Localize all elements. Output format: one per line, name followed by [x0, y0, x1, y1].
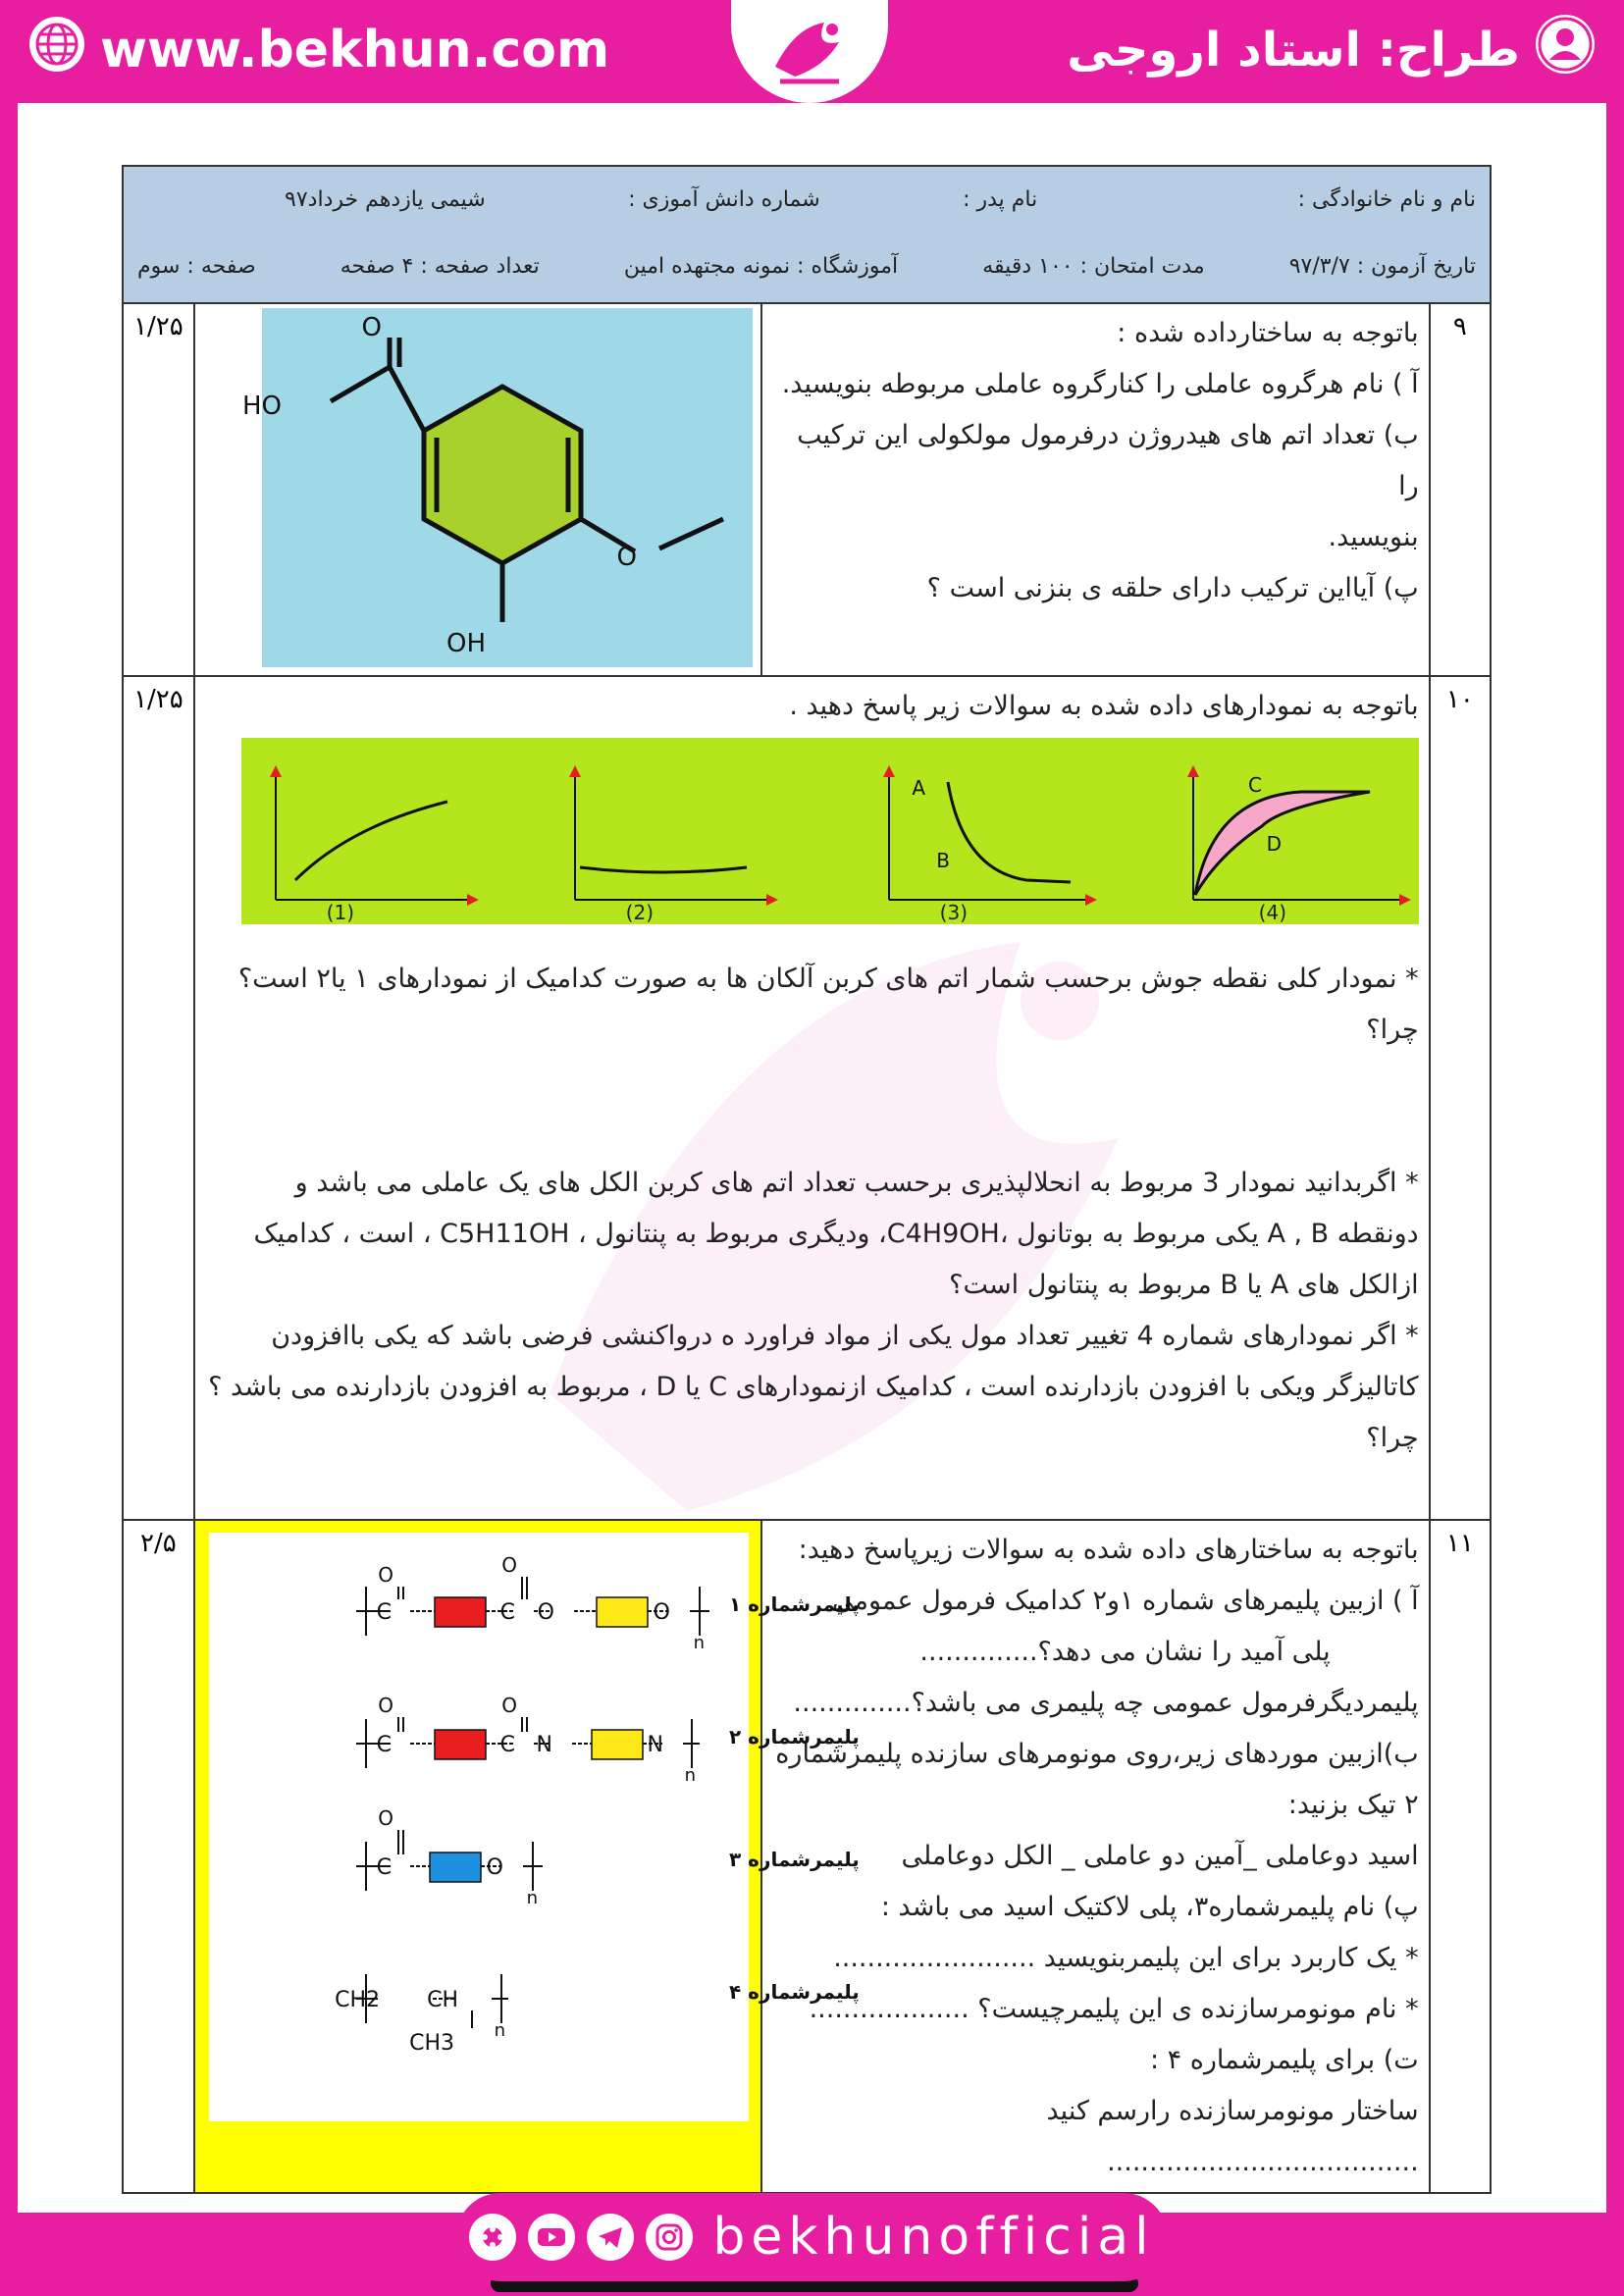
- oh-label: OH: [445, 629, 486, 658]
- exam-table: [122, 165, 1492, 2194]
- atom-o: O: [486, 1855, 503, 1880]
- question-score: ۲/۵: [123, 1520, 194, 2193]
- exam-duration: مدت امتحان : ۱۰۰ دقیقه: [982, 253, 1205, 279]
- r-group-red: [435, 1597, 486, 1627]
- atom-n: N: [536, 1733, 552, 1757]
- q11-line: پ) نام پلیمرشماره۳، پلی لاکتیک اسید می باشد :: [880, 1892, 1419, 1922]
- graph-label: (2): [625, 901, 654, 924]
- molecule-figure: [194, 303, 761, 676]
- question-9-text: [761, 303, 1430, 676]
- q11-line: ت) برای پلیمرشماره ۴ :: [1149, 2045, 1419, 2075]
- q9-line: باتوجه به ساختارداده شده :: [1117, 318, 1419, 348]
- question-10-text: [194, 676, 1430, 1520]
- atom-ch3: CH3: [408, 2031, 454, 2056]
- social-footer[interactable]: [456, 2193, 1168, 2281]
- question-11-text: [761, 1520, 1430, 2193]
- r-group-yellow: [597, 1597, 648, 1627]
- ho-label: HO: [241, 391, 282, 421]
- q10-line: * اگربدانید نمودار 3 مربوط به انحلالپذیری برحسب تعداد اتم های کربن الکل های یک عاملی می باشد و: [294, 1168, 1419, 1198]
- graphs-panel: [241, 738, 1419, 924]
- q10-line: کاتالیزگر ویکی با افزودن بازدارنده است ، کدامیک ازنمودارهای C یا D ، مربوط به افزودن بازدارنده می باشد ؟: [208, 1372, 1419, 1402]
- question-number: ۱۰: [1430, 676, 1491, 1520]
- instagram-icon[interactable]: [646, 2214, 693, 2261]
- q11-line: پلی آمید را نشان می دهد؟..............: [919, 1637, 1331, 1667]
- social-handle: bekhunofficial: [712, 2208, 1155, 2267]
- curve-label-b: B: [935, 849, 950, 872]
- question-number: ۹: [1430, 303, 1491, 676]
- repeat-n: n: [684, 1765, 696, 1786]
- repeat-n: n: [693, 1633, 705, 1653]
- q9-line: ب) تعداد اتم های هیدروژن درفرمول مولکولی این ترکیب را: [797, 420, 1419, 501]
- student-number-field: شماره دانش آموزی :: [628, 186, 820, 212]
- polymer-label: پلیمرشماره ۳: [728, 1848, 860, 1871]
- curve-label-c: C: [1247, 773, 1262, 797]
- q11-line: پلیمردیگرفرمول عمومی چه پلیمری می باشد؟..............: [793, 1688, 1419, 1718]
- polymers-figure: [194, 1520, 860, 2193]
- r-group-red: [435, 1730, 486, 1759]
- school-name: آموزشگاه : نمونه مجتهده امین: [623, 253, 899, 279]
- q11-line: اسید دوعاملی _آمین دو عاملی _ الکل دوعاملی: [901, 1841, 1419, 1871]
- q10-line: * اگر نمودارهای شماره 4 تغییر تعداد مول یکی از مواد فراورد ه درواکنشی فرضی باشد که یکی باافزودن: [271, 1321, 1419, 1351]
- globe-icon: [27, 15, 86, 86]
- q11-line: ب)ازبین موردهای زیر،روی مونومرهای سازنده پلیمرشماره: [775, 1739, 1419, 1769]
- molecule-structure: [241, 308, 753, 667]
- father-field: نام پدر :: [963, 186, 1038, 212]
- atom-o: O: [537, 1600, 554, 1625]
- atom-o: O: [500, 1694, 517, 1717]
- polymer-label: پلیمرشماره ۱: [728, 1592, 860, 1616]
- atom-o: O: [500, 1553, 517, 1577]
- q11-line: ساختار مونومرسازنده رارسم کنید .....................................: [1046, 2096, 1419, 2177]
- user-icon: [1534, 13, 1597, 87]
- page-number: صفحه : سوم: [137, 253, 256, 279]
- repeat-n: n: [526, 1888, 538, 1908]
- q11-line: باتوجه به ساختارهای داده شده به سوالات زیرپاسخ دهید:: [798, 1535, 1419, 1565]
- q10-intro: باتوجه به نمودارهای داده شده به سوالات زیر پاسخ دهید .: [789, 691, 1419, 721]
- telegram-icon[interactable]: [587, 2214, 634, 2261]
- atom-c: C: [376, 1855, 392, 1880]
- atom-c: C: [499, 1733, 515, 1757]
- designer-text: طراح: استاد اروجی: [1067, 23, 1520, 78]
- curve-label-a: A: [911, 776, 925, 800]
- q11-line: * یک کاربرد برای این پلیمربنویسید ........................: [833, 1943, 1419, 1973]
- q10-line: چرا؟: [1366, 1423, 1419, 1453]
- atom-o: O: [377, 1806, 393, 1830]
- r-group-blue: [430, 1852, 481, 1882]
- logo-icon: [756, 8, 864, 96]
- website-text: www.bekhun.com: [100, 21, 610, 79]
- website-link[interactable]: [27, 20, 609, 80]
- atom-c: C: [376, 1600, 392, 1625]
- repeat-n: n: [494, 2020, 505, 2041]
- q10-line: چرا؟: [1366, 1015, 1419, 1045]
- atom-o: O: [377, 1563, 393, 1587]
- ether-o-label: O: [616, 543, 637, 572]
- curve-label-d: D: [1266, 832, 1282, 856]
- graph-label: (1): [326, 901, 354, 924]
- exam-header: [123, 166, 1491, 303]
- question-score: ۱/۲۵: [123, 676, 194, 1520]
- q9-line: بنویسید.: [1328, 522, 1419, 552]
- graph-label: (3): [939, 901, 968, 924]
- q10-line: * نمودار کلی نقطه جوش برحسب شمار اتم های کربن آلکان ها به صورت کدامیک از نمودارهای ۱ یا۲ است؟: [237, 964, 1419, 994]
- carbonyl-o-label: O: [361, 313, 382, 342]
- atom-o: O: [653, 1600, 670, 1625]
- q11-line: آ ) ازبین پلیمرهای شماره ۱و۲ کدامیک فرمول عمومی: [831, 1586, 1419, 1616]
- subject-label: شیمی یازدهم خرداد۹۷: [285, 186, 486, 212]
- polymer-label: پلیمرشماره ۲: [728, 1725, 860, 1748]
- atom-n: N: [647, 1733, 663, 1757]
- question-score: ۱/۲۵: [123, 303, 194, 676]
- page-count: تعداد صفحه : ۴ صفحه: [340, 253, 540, 279]
- q11-line: * نام مونومرسازنده ی این پلیمرچیست؟ ...................: [809, 1994, 1419, 2024]
- exam-date: تاریخ آزمون : ۹۷/۳/۷: [1288, 253, 1476, 279]
- atom-c: C: [499, 1600, 515, 1625]
- atom-o: O: [377, 1694, 393, 1717]
- youtube-icon[interactable]: [528, 2214, 575, 2261]
- polymer-structures: [209, 1533, 860, 2121]
- graph-label: (4): [1258, 901, 1286, 924]
- aparat-icon[interactable]: [469, 2214, 516, 2261]
- q10-line: دونقطه A , B یکی مربوط به بوتانول ،C4H9OH، ودیگری مربوط به پنتانول ، C5H11OH ، است ، کدامیک: [253, 1219, 1419, 1249]
- r-group-yellow: [592, 1730, 643, 1759]
- q10-line: ازالکل های A یا B مربوط به پنتانول است؟: [949, 1270, 1419, 1300]
- q9-line: پ) آیااین ترکیب دارای حلقه ی بنزنی است ؟: [926, 573, 1419, 603]
- q11-line: ۲ تیک بزنید:: [1287, 1790, 1419, 1820]
- polymer-label: پلیمرشماره ۴: [728, 1980, 860, 2004]
- atom-ch2: CH2: [334, 1988, 380, 2012]
- question-number: ۱۱: [1430, 1520, 1491, 2193]
- atom-c: C: [376, 1733, 392, 1757]
- atom-ch: CH: [426, 1988, 458, 2012]
- q9-line: آ ) نام هرگروه عاملی را کنارگروه عاملی مربوطه بنویسید.: [781, 369, 1419, 399]
- designer-credit: [1067, 20, 1597, 80]
- name-field: نام و نام خانوادگی :: [1297, 186, 1476, 212]
